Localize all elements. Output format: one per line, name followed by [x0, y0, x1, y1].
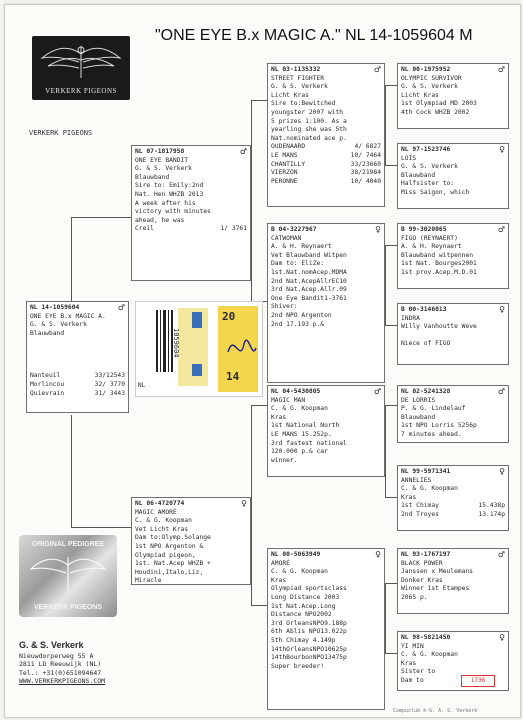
- result-row: [135, 225, 247, 234]
- card-line: 14thBourbonNPO13475p: [271, 654, 347, 662]
- ring-code: NL 02-5241328: [401, 388, 451, 395]
- pedigree-card-fmf[interactable]: [397, 223, 509, 289]
- connector: [385, 583, 397, 584]
- ring-sticker: [135, 301, 263, 397]
- card-line: victory with minutes: [135, 208, 211, 216]
- original-pedigree-seal: [19, 535, 117, 617]
- card-header: [401, 551, 505, 560]
- ring-code: NL 00-5063949: [271, 551, 321, 558]
- card-line: [401, 332, 505, 341]
- card-header: [401, 634, 505, 643]
- connector: [71, 217, 72, 302]
- connector: [251, 605, 267, 606]
- card-line: Janssen x Meulemans: [401, 568, 474, 576]
- card-line: Kras: [401, 659, 417, 667]
- connector: [385, 405, 386, 497]
- card-line: Blauwband: [401, 171, 436, 179]
- card-line: 1st Olympiad MD 2003: [401, 100, 477, 108]
- result-place: 33/23660: [350, 160, 381, 168]
- card-line: P. & G. Lindelauf: [401, 405, 466, 413]
- card-line: A. & H. Reynaert: [401, 243, 462, 251]
- pigeon-name: DE LORRIS: [401, 396, 436, 404]
- result-race: Morlincou: [30, 380, 65, 388]
- card-line: winner.: [271, 456, 298, 464]
- card-line: Nat. Hen WHZB 2013: [135, 190, 204, 198]
- card-line: 3rd Nat.Acep.Allr.09: [271, 286, 347, 294]
- card-line: G. & S. Verkerk: [135, 165, 192, 173]
- result-row: [271, 161, 381, 170]
- card-line: G. & S. Verkerk: [401, 83, 458, 91]
- pedigree-card-mfm[interactable]: [397, 465, 509, 531]
- female-sign-icon: ♀: [375, 225, 381, 234]
- male-sign-icon: ♂: [497, 550, 505, 559]
- pigeon-name: LOIS: [401, 154, 417, 162]
- contact-address1: Nieuwdorperweg 55 A: [19, 651, 94, 660]
- ring-code: NL 07-1817958: [135, 148, 185, 155]
- card-header: [30, 304, 125, 313]
- connector: [251, 100, 267, 101]
- ring-code: NL 06-4720774: [135, 500, 185, 507]
- result-row: [401, 502, 505, 511]
- pigeon-name: BLACK POWER: [401, 559, 443, 567]
- connector: [385, 583, 386, 653]
- result-row: [401, 511, 505, 520]
- card-line: Kras: [271, 576, 287, 584]
- card-line: A. & H. Reynaert: [271, 243, 332, 251]
- connector: [385, 653, 397, 654]
- ring-number: 1059604: [172, 328, 180, 358]
- card-line: 3rd fastest national: [271, 439, 347, 447]
- card-header: [135, 148, 247, 157]
- card-line: Winner 1st Etampes: [401, 585, 470, 593]
- result-place: 10/ 4040: [350, 177, 381, 185]
- result-row: [271, 169, 381, 178]
- result-row: [30, 372, 125, 381]
- card-line: 1st NPO Argenton &: [135, 542, 204, 550]
- contact-address2: 2811 LD Reeuwijk (NL): [19, 660, 102, 669]
- ring-code: B 00-3146013: [401, 306, 447, 313]
- connector: [385, 245, 397, 246]
- card-line: 2nd 17.193 p.&: [271, 320, 325, 328]
- pedigree-card-mother[interactable]: [131, 497, 251, 585]
- result-place: 1/ 3761: [220, 225, 247, 233]
- card-line: C. & G. Koopman: [271, 405, 328, 413]
- connector: [385, 245, 386, 325]
- card-line: G. & S. Verkerk: [271, 83, 328, 91]
- card-line: Sister to: [401, 668, 436, 676]
- card-header: [271, 551, 381, 560]
- pigeon-name: MAGIC MAN: [271, 396, 306, 404]
- ring-code: NL 97-1523746: [401, 146, 451, 153]
- pigeon-name: OLYMPIC SURVIVOR: [401, 74, 462, 82]
- pedigree-card-fmm[interactable]: [397, 303, 509, 365]
- result-race: LE MANS: [271, 151, 298, 159]
- result-race: OUDENAARD: [271, 143, 306, 151]
- card-line: 1st Nat. Bourges2001: [401, 260, 477, 268]
- result-place: 10/ 7464: [350, 151, 381, 159]
- ring-code: B 04-3227967: [271, 226, 317, 233]
- seal-text-bottom: VERKERK PIGEONS: [33, 604, 103, 611]
- result-place: 15.438p: [478, 502, 505, 510]
- card-header: [271, 226, 381, 235]
- card-line: Halfsister to:: [401, 180, 455, 188]
- result-place: 13.174p: [478, 510, 505, 518]
- card-line: Kras: [401, 493, 417, 501]
- connector: [385, 497, 397, 498]
- pigeon-name: CATWOMAN: [271, 234, 302, 242]
- pedigree-card-fff[interactable]: [397, 63, 509, 129]
- pigeon-name: ANNELIES: [401, 476, 432, 484]
- pigeon-name: STREET FIGHTER: [271, 74, 325, 82]
- pedigree-card-paternal-grandmother[interactable]: [267, 223, 385, 383]
- footer-copyright: Compuclub ® G. A. S. Verkerk: [393, 708, 478, 714]
- card-line: Distance NPO2002: [271, 611, 332, 619]
- card-line: Vet Licht Kras: [135, 525, 189, 533]
- card-line: 7 minutes ahead.: [401, 430, 462, 438]
- logo: [32, 36, 130, 100]
- pigeon-name: ONE EYE B.x MAGIC A.: [30, 312, 106, 320]
- card-line: ahead, he was: [135, 216, 185, 224]
- pigeon-name: AMORÉ: [271, 559, 290, 567]
- pedigree-card-subject[interactable]: [26, 301, 129, 413]
- card-line: 5th Chimay 4.149p: [271, 636, 336, 644]
- red-stamp: 1736: [461, 675, 495, 687]
- card-line: Sire to: Emily:2nd: [135, 182, 204, 190]
- ring-sticker-graphic: [136, 302, 262, 396]
- card-line: yearling she was 5th: [271, 126, 347, 134]
- card-header: [401, 66, 505, 75]
- result-place: 31/ 3443: [94, 389, 125, 397]
- result-race: CHANTILLY: [271, 160, 306, 168]
- card-line: Sire to:Bewitched: [271, 100, 336, 108]
- pedigree-sheet: [4, 4, 521, 718]
- ring-year-lower: 14: [226, 370, 240, 383]
- card-line: 2nd NPO Argenton: [271, 311, 332, 319]
- connector: [251, 100, 252, 302]
- card-line: Shiver:: [271, 303, 298, 311]
- male-sign-icon: ♂: [497, 387, 505, 396]
- result-row: [271, 178, 381, 187]
- card-line: 1st NPO Lorris 5256p: [401, 422, 477, 430]
- pigeon-name: ONE EYE BANDIT: [135, 156, 189, 164]
- ring-code: NL 98-5821450: [401, 634, 451, 641]
- result-race: PERONNE: [271, 177, 298, 185]
- pedigree-card-father[interactable]: [131, 145, 251, 281]
- page-title: "ONE EYE B.x MAGIC A." NL 14-1059604 M: [155, 27, 473, 44]
- card-line: Olympiad pigeon,: [135, 551, 196, 559]
- card-line: Donker Kras: [401, 576, 443, 584]
- ring-code: NL 00-1975952: [401, 66, 451, 73]
- result-place: 32/ 3770: [94, 380, 125, 388]
- pigeon-name: FIGO (REYNAERT): [401, 234, 458, 242]
- card-line: Dam to: EliZe:: [271, 260, 325, 268]
- connector: [251, 405, 252, 605]
- female-sign-icon: ♀: [241, 499, 247, 508]
- card-line: Dam to: [401, 676, 424, 684]
- card-line: LE MANS 15.252p.: [271, 430, 332, 438]
- card-line: 3rd OrleansNPO9.188p: [271, 619, 347, 627]
- male-sign-icon: ♂: [373, 65, 381, 74]
- card-header: [271, 388, 381, 397]
- card-line: Niece of FIGO: [401, 340, 451, 348]
- card-line: C. & G. Koopman: [401, 485, 458, 493]
- card-line: Blauwband witpennen: [401, 251, 474, 259]
- card-line: One Eye Bandit1-3761: [271, 294, 347, 302]
- contact-website[interactable]: WWW.VERKERKPIGEONS.COM: [19, 677, 106, 686]
- female-sign-icon: ♀: [499, 305, 505, 314]
- result-row: [30, 390, 125, 399]
- card-line: 2nd Nat.AcepAllrEC10: [271, 277, 347, 285]
- pedigree-card-paternal-grandfather[interactable]: [267, 63, 385, 207]
- card-line: 1st. Nat.Acep WHZB +: [135, 560, 211, 568]
- contact-block: [19, 641, 105, 686]
- result-row: [271, 152, 381, 161]
- card-line: Blauwband: [30, 329, 65, 337]
- card-line: C. & G. Koopman: [135, 517, 192, 525]
- card-line: 6th Ablis NPO13.022p: [271, 628, 347, 636]
- card-line: Dam to:Olymp.Solange: [135, 534, 211, 542]
- connector: [385, 85, 386, 165]
- card-line: G. & S. Verkerk: [401, 163, 458, 171]
- ring-code: NL 04-5430805: [271, 388, 321, 395]
- contact-name: G. & S. Verkerk: [19, 640, 84, 650]
- female-sign-icon: ♀: [375, 550, 381, 559]
- result-race: Quievrain: [30, 389, 65, 397]
- card-header: [401, 226, 505, 235]
- ring-code: NL 93-1767197: [401, 551, 451, 558]
- card-line: 1st prov.Acep.M.D.01: [401, 268, 477, 276]
- connector: [385, 405, 397, 406]
- card-line: Kras: [271, 413, 287, 421]
- card-line: 1st National North: [271, 422, 340, 430]
- female-sign-icon: ♀: [499, 633, 505, 642]
- ring-code: NL 99-5971341: [401, 468, 451, 475]
- result-race: Creil: [135, 225, 154, 233]
- pedigree-card-maternal-grandfather[interactable]: [267, 385, 385, 477]
- male-sign-icon: ♂: [497, 225, 505, 234]
- card-line: Vet Blauwband Witpen: [271, 251, 347, 259]
- logo-text: VERKERK PIGEONS: [45, 87, 117, 95]
- pedigree-card-ffm[interactable]: [397, 143, 509, 209]
- card-header: [271, 66, 381, 75]
- card-line: 5 prizes 1:100. As a: [271, 117, 347, 125]
- card-header: [401, 388, 505, 397]
- card-line: C. & G. Koopman: [271, 568, 328, 576]
- male-sign-icon: ♂: [117, 303, 125, 312]
- pigeon-name: MAGIC AMORÉ: [135, 508, 177, 516]
- connector: [71, 415, 72, 527]
- ring-code: B 99-3020065: [401, 226, 447, 233]
- ring-year: 20: [222, 310, 236, 323]
- ring-code: NL 14-1059604: [30, 304, 80, 311]
- card-line: Licht Kras: [271, 91, 309, 99]
- male-sign-icon: ♂: [373, 387, 381, 396]
- card-line: Willy Vanhoutte Weve: [401, 323, 477, 331]
- result-race: Nanteuil: [30, 372, 61, 380]
- card-line: Olympiad sportsclass: [271, 585, 347, 593]
- card-line: G. & S. Verkerk: [30, 321, 87, 329]
- connector: [385, 325, 397, 326]
- card-line: Blauwband: [401, 413, 436, 421]
- connector: [71, 527, 131, 528]
- ring-code: NL 03-1135332: [271, 66, 321, 73]
- connector: [251, 405, 267, 406]
- male-sign-icon: ♂: [239, 147, 247, 156]
- result-race: VIERZON: [271, 169, 298, 177]
- card-line: 1st Nat.Acep.Long: [271, 602, 336, 610]
- card-line: 1st.Nat.nomAcep.MDMA: [271, 268, 347, 276]
- card-line: Nat.nominated ace p.: [271, 134, 347, 142]
- pigeon-name: INDRA: [401, 314, 420, 322]
- card-line: Houdini,Italo,Liz,: [135, 568, 204, 576]
- ring-label: NL: [138, 382, 146, 389]
- card-line: C. & G. Koopman: [401, 651, 458, 659]
- card-header: [401, 146, 505, 155]
- pedigree-card-mmf[interactable]: [397, 548, 509, 614]
- card-line: Long Distance 2003: [271, 593, 340, 601]
- card-line: Blauwband: [135, 173, 170, 181]
- result-race: 1st Chimay: [401, 502, 439, 510]
- card-line: 120.000 p.& car: [271, 448, 328, 456]
- card-line: youngster 2007 with: [271, 108, 344, 116]
- pigeon-name: YI MIN: [401, 642, 424, 650]
- card-line: 2065 p.: [401, 593, 428, 601]
- card-line: Super breeder!: [271, 662, 325, 670]
- card-header: [135, 500, 247, 509]
- result-place: 38/21984: [350, 169, 381, 177]
- card-line: Miss Saigon, which: [401, 188, 470, 196]
- connector: [71, 217, 131, 218]
- male-sign-icon: ♂: [497, 65, 505, 74]
- female-sign-icon: ♀: [499, 467, 505, 476]
- result-row: [271, 143, 381, 152]
- result-place: 33/12543: [94, 372, 125, 380]
- connector: [385, 85, 397, 86]
- card-line: Licht Kras: [401, 91, 439, 99]
- result-row: [30, 381, 125, 390]
- card-header: [401, 468, 505, 477]
- female-sign-icon: ♀: [499, 145, 505, 154]
- card-line: 14thOrleansNPO10625p: [271, 645, 347, 653]
- result-race: 2nd Troyes: [401, 510, 439, 518]
- breeder-label: VERKERK PIGEONS: [29, 129, 93, 137]
- pedigree-card-maternal-grandmother[interactable]: [267, 548, 385, 710]
- card-line: A week after his: [135, 199, 196, 207]
- seal-text-top: ORIGINAL PEDIGREE: [31, 541, 105, 548]
- connector: [385, 165, 397, 166]
- pedigree-card-mff[interactable]: [397, 385, 509, 443]
- card-header: [401, 306, 505, 315]
- result-place: 4/ 6827: [354, 143, 381, 151]
- contact-phone: Tel.: +31(0)651094647: [19, 668, 102, 677]
- card-line: 4th Cock WHZB 2002: [401, 108, 470, 116]
- card-line: Miracle: [135, 577, 162, 585]
